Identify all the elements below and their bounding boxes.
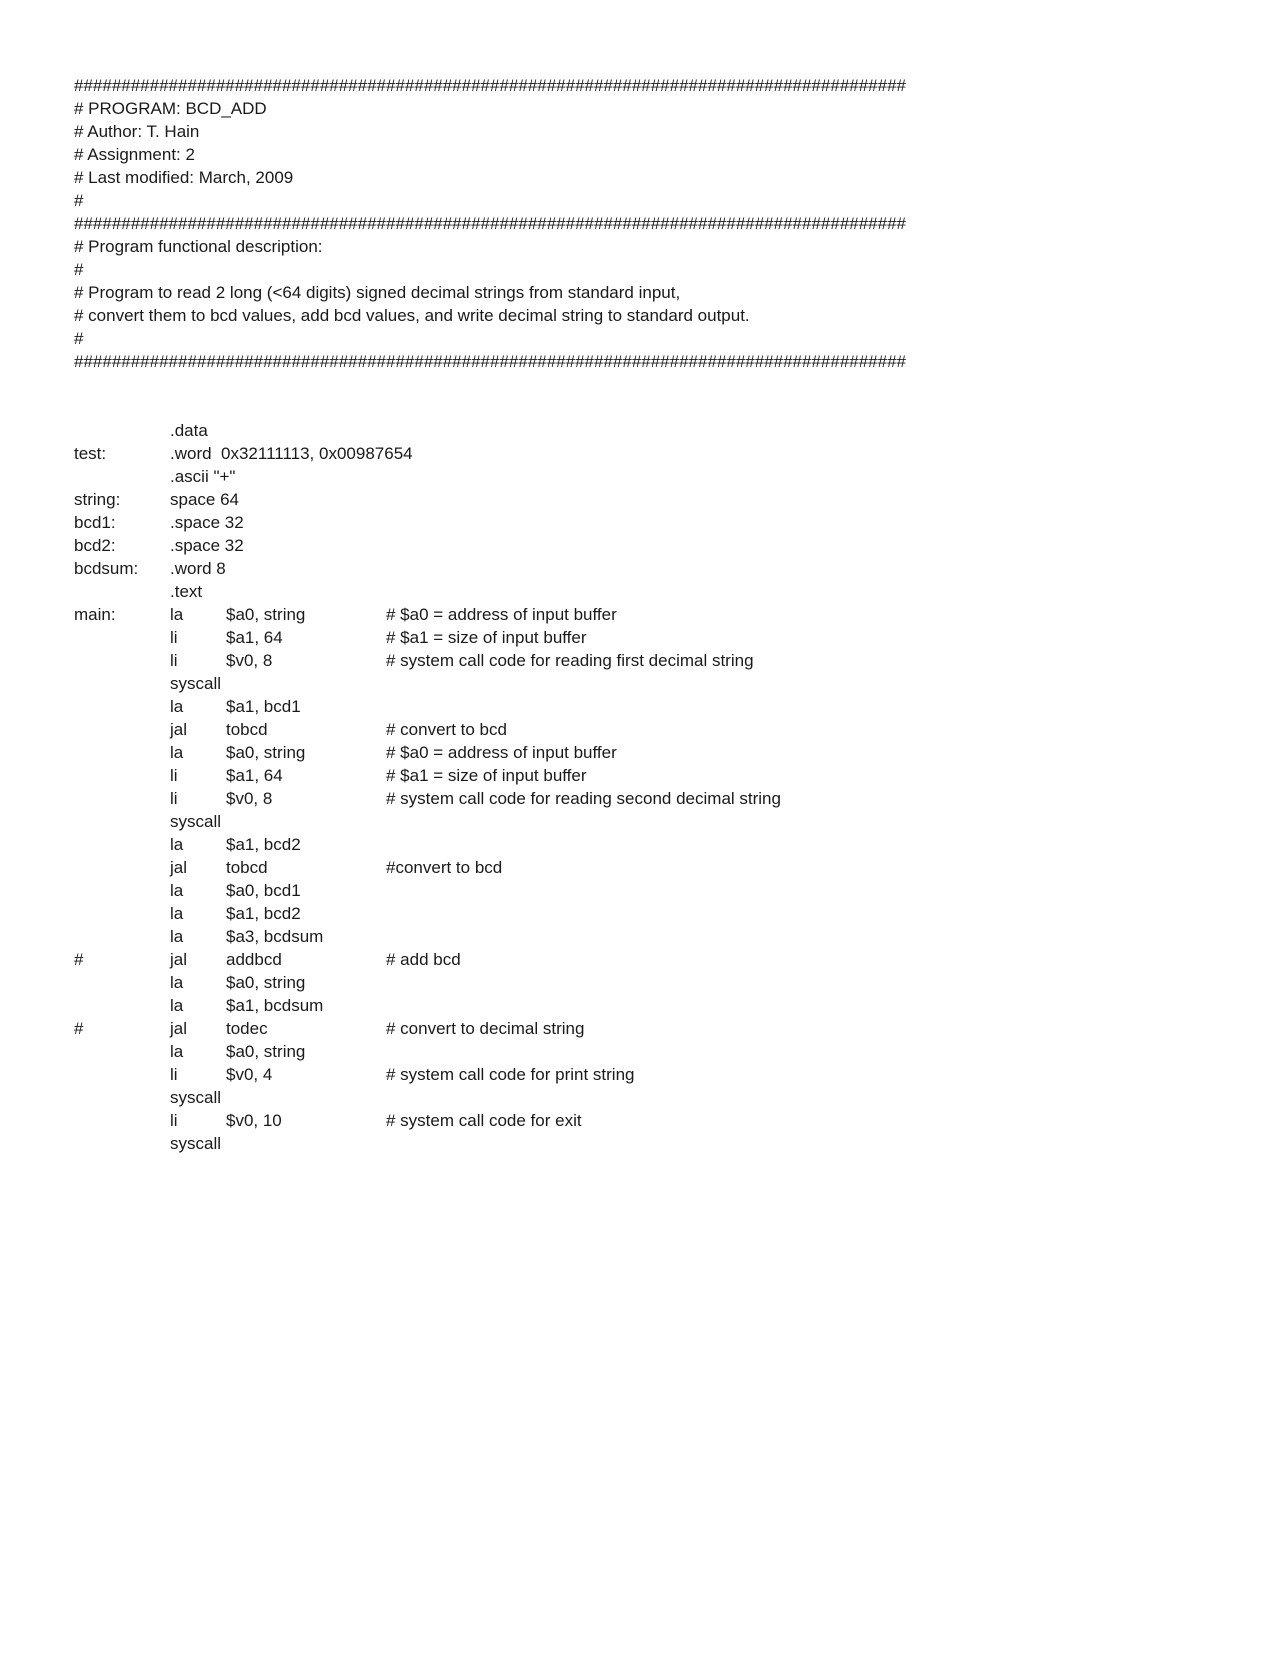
code-operands: $a1, bcd1 [226, 697, 301, 716]
code-opcode: .space 32 [170, 536, 244, 555]
code-opcode: .data [170, 421, 208, 440]
code-operands: $a0, string [226, 605, 306, 624]
code-comment: # system call code for reading first decimal string [386, 651, 754, 670]
code-comment: # system call code for print string [386, 1065, 635, 1084]
header-line: # Program functional description: [74, 237, 323, 256]
code-line [74, 534, 1204, 557]
code-operands: $a1, bcd2 [226, 835, 301, 854]
code-operands: $a1, 64 [226, 766, 283, 785]
code-comment: # convert to bcd [386, 720, 507, 739]
code-line [74, 465, 1204, 488]
code-opcode: la [170, 904, 184, 923]
code-operands: tobcd [226, 858, 268, 877]
code-comment: # add bcd [386, 950, 461, 969]
code-opcode: space 64 [170, 490, 239, 509]
code-listing [74, 419, 1204, 1155]
code-line [74, 902, 1204, 925]
code-opcode: li [170, 766, 178, 785]
code-line [74, 1086, 1204, 1109]
code-comment: # convert to decimal string [386, 1019, 585, 1038]
code-operands: $v0, 8 [226, 789, 273, 808]
code-comment: # $a1 = size of input buffer [386, 766, 587, 785]
code-operands: tobcd [226, 720, 268, 739]
code-label: bcd1: [74, 513, 116, 532]
code-opcode: li [170, 1111, 178, 1130]
code-operands: $a1, bcdsum [226, 996, 324, 1015]
code-operands: $a3, bcdsum [226, 927, 324, 946]
document-page [74, 74, 1204, 1155]
code-opcode: la [170, 927, 184, 946]
code-opcode: syscall [170, 1088, 222, 1107]
code-label: bcdsum: [74, 559, 139, 578]
code-comment: # $a0 = address of input buffer [386, 605, 617, 624]
code-line [74, 925, 1204, 948]
code-operands: $v0, 4 [226, 1065, 273, 1084]
code-line [74, 764, 1204, 787]
code-line [74, 994, 1204, 1017]
code-line [74, 1109, 1204, 1132]
code-opcode: la [170, 973, 184, 992]
code-label: main: [74, 605, 116, 624]
code-operands: $a0, bcd1 [226, 881, 301, 900]
code-line [74, 1040, 1204, 1063]
code-line [74, 787, 1204, 810]
blank-gap [74, 373, 1204, 419]
code-opcode: jal [170, 1019, 188, 1038]
code-opcode: li [170, 1065, 178, 1084]
code-line [74, 603, 1204, 626]
code-operands: $v0, 10 [226, 1111, 282, 1130]
code-opcode: jal [170, 720, 188, 739]
code-label: # [74, 1019, 84, 1038]
code-line [74, 741, 1204, 764]
header-line: # Assignment: 2 [74, 145, 195, 164]
code-line [74, 833, 1204, 856]
code-opcode: jal [170, 950, 188, 969]
code-opcode: la [170, 996, 184, 1015]
code-opcode: la [170, 605, 184, 624]
code-line [74, 971, 1204, 994]
code-line [74, 1132, 1204, 1155]
header-line: # [74, 191, 84, 210]
code-line [74, 810, 1204, 833]
code-line [74, 718, 1204, 741]
code-opcode: .word 0x32111113, 0x00987654 [170, 444, 413, 463]
header-line: ######################################################################################## [74, 76, 907, 95]
header-comment-block [74, 74, 1204, 373]
code-comment: # $a1 = size of input buffer [386, 628, 587, 647]
code-operands: $a0, string [226, 743, 306, 762]
code-opcode: .ascii "+" [170, 467, 236, 486]
code-line [74, 442, 1204, 465]
code-opcode: .text [170, 582, 203, 601]
code-opcode: .word 8 [170, 559, 226, 578]
code-operands: $a1, bcd2 [226, 904, 301, 923]
code-label: test: [74, 444, 107, 463]
code-operands: $a0, string [226, 1042, 306, 1061]
code-operands: $v0, 8 [226, 651, 273, 670]
code-opcode: la [170, 743, 184, 762]
code-line [74, 626, 1204, 649]
code-line [74, 695, 1204, 718]
header-line: # convert them to bcd values, add bcd values, and write decimal string to standard output. [74, 306, 750, 325]
code-opcode: syscall [170, 674, 222, 693]
code-line [74, 488, 1204, 511]
header-line: # Program to read 2 long (<64 digits) signed decimal strings from standard input, [74, 283, 681, 302]
code-opcode: li [170, 651, 178, 670]
code-opcode: jal [170, 858, 188, 877]
code-opcode: la [170, 697, 184, 716]
header-line: # [74, 260, 84, 279]
code-line [74, 672, 1204, 695]
code-opcode: la [170, 1042, 184, 1061]
code-opcode: li [170, 789, 178, 808]
code-opcode: la [170, 881, 184, 900]
code-operands: $a1, 64 [226, 628, 283, 647]
header-line: # [74, 329, 84, 348]
code-comment: # system call code for reading second decimal string [386, 789, 781, 808]
code-line [74, 1017, 1204, 1040]
code-label: # [74, 950, 84, 969]
code-line [74, 856, 1204, 879]
code-opcode: .space 32 [170, 513, 244, 532]
code-opcode: syscall [170, 812, 222, 831]
code-operands: $a0, string [226, 973, 306, 992]
code-label: bcd2: [74, 536, 116, 555]
header-line: # Last modified: March, 2009 [74, 168, 294, 187]
code-comment: # $a0 = address of input buffer [386, 743, 617, 762]
header-line: # Author: T. Hain [74, 122, 200, 141]
code-line [74, 419, 1204, 442]
header-line: # PROGRAM: BCD_ADD [74, 99, 267, 118]
code-line [74, 580, 1204, 603]
code-comment: # system call code for exit [386, 1111, 582, 1130]
code-line [74, 557, 1204, 580]
header-line: ######################################################################################## [74, 352, 907, 371]
code-line [74, 649, 1204, 672]
code-label: string: [74, 490, 121, 509]
code-line [74, 879, 1204, 902]
code-line [74, 511, 1204, 534]
code-line [74, 948, 1204, 971]
code-operands: addbcd [226, 950, 282, 969]
code-opcode: la [170, 835, 184, 854]
code-opcode: syscall [170, 1134, 222, 1153]
code-comment: #convert to bcd [386, 858, 503, 877]
header-line: ######################################################################################## [74, 214, 907, 233]
code-opcode: li [170, 628, 178, 647]
code-line [74, 1063, 1204, 1086]
code-operands: todec [226, 1019, 268, 1038]
